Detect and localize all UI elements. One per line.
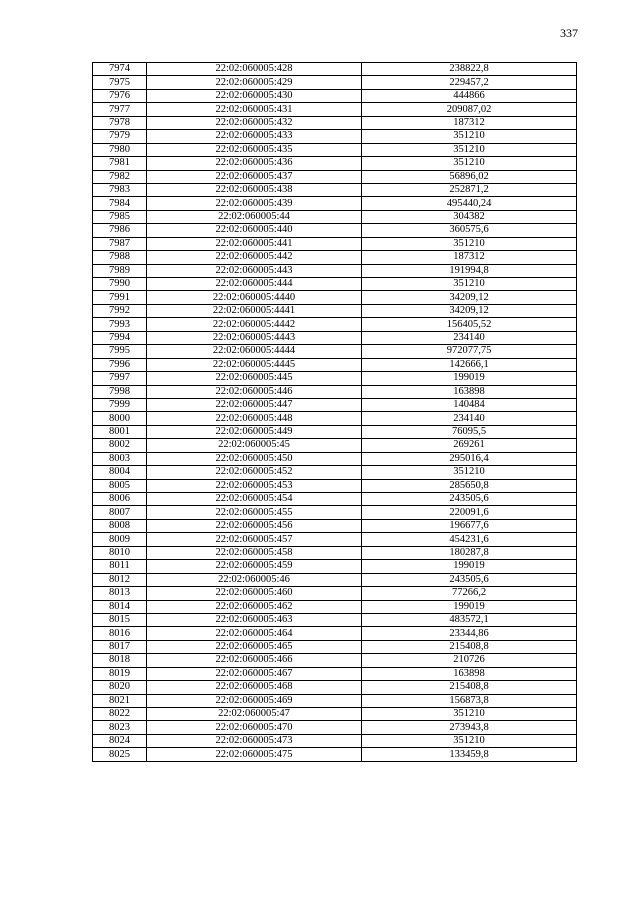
value-cell: 351210: [362, 734, 577, 747]
table-row: [93, 358, 577, 371]
row-number-cell: 7984: [93, 197, 147, 210]
cadastral-number-cell: 22:02:060005:462: [147, 600, 362, 613]
table-row: [93, 398, 577, 411]
value-cell: 199019: [362, 372, 577, 385]
table-row: [93, 130, 577, 143]
cadastral-number-cell: 22:02:060005:453: [147, 479, 362, 492]
table-row: [93, 412, 577, 425]
cadastral-number-cell: 22:02:060005:449: [147, 425, 362, 438]
row-number-cell: 7981: [93, 157, 147, 170]
cadastral-number-cell: 22:02:060005:45: [147, 439, 362, 452]
table-row: [93, 103, 577, 116]
cadastral-number-cell: 22:02:060005:466: [147, 654, 362, 667]
value-cell: 156405,52: [362, 318, 577, 331]
cadastral-number-cell: 22:02:060005:429: [147, 76, 362, 89]
table-row: [93, 291, 577, 304]
value-cell: 220091,6: [362, 506, 577, 519]
table-row: [93, 587, 577, 600]
table-row: [93, 627, 577, 640]
value-cell: 269261: [362, 439, 577, 452]
row-number-cell: 8019: [93, 667, 147, 680]
value-cell: 142666,1: [362, 358, 577, 371]
cadastral-number-cell: 22:02:060005:437: [147, 170, 362, 183]
cadastral-number-cell: 22:02:060005:4440: [147, 291, 362, 304]
table-row: [93, 264, 577, 277]
cadastral-number-cell: 22:02:060005:455: [147, 506, 362, 519]
row-number-cell: 7996: [93, 358, 147, 371]
table-row: [93, 654, 577, 667]
table-row: [93, 560, 577, 573]
table-row: [93, 694, 577, 707]
table-row: [93, 143, 577, 156]
value-cell: 360575,6: [362, 224, 577, 237]
table-row: [93, 170, 577, 183]
value-cell: 56896,02: [362, 170, 577, 183]
row-number-cell: 8014: [93, 600, 147, 613]
cadastral-number-cell: 22:02:060005:431: [147, 103, 362, 116]
value-cell: 23344,86: [362, 627, 577, 640]
value-cell: 304382: [362, 210, 577, 223]
row-number-cell: 7994: [93, 331, 147, 344]
cadastral-number-cell: 22:02:060005:447: [147, 398, 362, 411]
cadastral-number-cell: 22:02:060005:452: [147, 466, 362, 479]
row-number-cell: 7976: [93, 89, 147, 102]
cadastral-number-cell: 22:02:060005:444: [147, 278, 362, 291]
table-row: [93, 533, 577, 546]
cadastral-number-cell: 22:02:060005:46: [147, 573, 362, 586]
value-cell: 238822,8: [362, 63, 577, 76]
cadastral-number-cell: 22:02:060005:441: [147, 237, 362, 250]
value-cell: 273943,8: [362, 721, 577, 734]
value-cell: 351210: [362, 130, 577, 143]
row-number-cell: 8008: [93, 519, 147, 532]
value-cell: 234140: [362, 412, 577, 425]
table-row: [93, 519, 577, 532]
table-row: [93, 613, 577, 626]
row-number-cell: 7998: [93, 385, 147, 398]
table-row: [93, 116, 577, 129]
value-cell: 252871,2: [362, 183, 577, 196]
value-cell: 351210: [362, 708, 577, 721]
table-row: [93, 466, 577, 479]
value-cell: 483572,1: [362, 613, 577, 626]
value-cell: 199019: [362, 560, 577, 573]
row-number-cell: 7977: [93, 103, 147, 116]
cadastral-number-cell: 22:02:060005:467: [147, 667, 362, 680]
value-cell: 133459,8: [362, 748, 577, 761]
table-row: [93, 237, 577, 250]
cadastral-number-cell: 22:02:060005:44: [147, 210, 362, 223]
value-cell: 187312: [362, 116, 577, 129]
row-number-cell: 7992: [93, 304, 147, 317]
cadastral-number-cell: 22:02:060005:460: [147, 587, 362, 600]
cadastral-number-cell: 22:02:060005:456: [147, 519, 362, 532]
value-cell: 76095,5: [362, 425, 577, 438]
row-number-cell: 8024: [93, 734, 147, 747]
table-row: [93, 251, 577, 264]
cadastral-number-cell: 22:02:060005:458: [147, 546, 362, 559]
row-number-cell: 7982: [93, 170, 147, 183]
row-number-cell: 8011: [93, 560, 147, 573]
table-row: [93, 157, 577, 170]
value-cell: 444866: [362, 89, 577, 102]
cadastral-number-cell: 22:02:060005:47: [147, 708, 362, 721]
row-number-cell: 8017: [93, 640, 147, 653]
value-cell: 180287,8: [362, 546, 577, 559]
row-number-cell: 8004: [93, 466, 147, 479]
row-number-cell: 7979: [93, 130, 147, 143]
row-number-cell: 7990: [93, 278, 147, 291]
value-cell: 229457,2: [362, 76, 577, 89]
row-number-cell: 7989: [93, 264, 147, 277]
value-cell: 34209,12: [362, 291, 577, 304]
cadastral-number-cell: 22:02:060005:448: [147, 412, 362, 425]
cadastral-number-cell: 22:02:060005:457: [147, 533, 362, 546]
row-number-cell: 8013: [93, 587, 147, 600]
table-row: [93, 479, 577, 492]
value-cell: 140484: [362, 398, 577, 411]
table-row: [93, 681, 577, 694]
value-cell: 215408,8: [362, 681, 577, 694]
value-cell: 351210: [362, 237, 577, 250]
row-number-cell: 8009: [93, 533, 147, 546]
row-number-cell: 7995: [93, 345, 147, 358]
table-row: [93, 734, 577, 747]
value-cell: 77266,2: [362, 587, 577, 600]
row-number-cell: 7997: [93, 372, 147, 385]
value-cell: 454231,6: [362, 533, 577, 546]
value-cell: 209087,02: [362, 103, 577, 116]
row-number-cell: 8022: [93, 708, 147, 721]
cadastral-number-cell: 22:02:060005:459: [147, 560, 362, 573]
cadastral-number-cell: 22:02:060005:4443: [147, 331, 362, 344]
cadastral-number-cell: 22:02:060005:4444: [147, 345, 362, 358]
table-row: [93, 372, 577, 385]
table-row: [93, 452, 577, 465]
table-row: [93, 89, 577, 102]
cadastral-number-cell: 22:02:060005:445: [147, 372, 362, 385]
table-row: [93, 385, 577, 398]
row-number-cell: 7985: [93, 210, 147, 223]
table-row: [93, 210, 577, 223]
row-number-cell: 7975: [93, 76, 147, 89]
value-cell: 243505,6: [362, 573, 577, 586]
cadastral-number-cell: 22:02:060005:4445: [147, 358, 362, 371]
cadastral-number-cell: 22:02:060005:450: [147, 452, 362, 465]
table-row: [93, 600, 577, 613]
cadastral-number-cell: 22:02:060005:464: [147, 627, 362, 640]
row-number-cell: 7986: [93, 224, 147, 237]
table-row: [93, 667, 577, 680]
row-number-cell: 8021: [93, 694, 147, 707]
value-cell: 163898: [362, 385, 577, 398]
row-number-cell: 7999: [93, 398, 147, 411]
cadastral-number-cell: 22:02:060005:433: [147, 130, 362, 143]
value-cell: 199019: [362, 600, 577, 613]
page-number: 337: [560, 26, 578, 40]
table-row: [93, 197, 577, 210]
cadastral-number-cell: 22:02:060005:428: [147, 63, 362, 76]
value-cell: 243505,6: [362, 493, 577, 506]
table-row: [93, 224, 577, 237]
value-cell: 215408,8: [362, 640, 577, 653]
row-number-cell: 8018: [93, 654, 147, 667]
cadastral-number-cell: 22:02:060005:463: [147, 613, 362, 626]
value-cell: 163898: [362, 667, 577, 680]
row-number-cell: 8010: [93, 546, 147, 559]
value-cell: 295016,4: [362, 452, 577, 465]
table-row: [93, 318, 577, 331]
table-row: [93, 721, 577, 734]
row-number-cell: 8002: [93, 439, 147, 452]
value-cell: 351210: [362, 278, 577, 291]
table-row: [93, 183, 577, 196]
table-row: [93, 708, 577, 721]
table-row: [93, 573, 577, 586]
cadastral-number-cell: 22:02:060005:435: [147, 143, 362, 156]
cadastral-number-cell: 22:02:060005:436: [147, 157, 362, 170]
row-number-cell: 7983: [93, 183, 147, 196]
table-row: [93, 546, 577, 559]
row-number-cell: 8003: [93, 452, 147, 465]
cadastral-number-cell: 22:02:060005:440: [147, 224, 362, 237]
table-row: [93, 748, 577, 761]
cadastral-number-cell: 22:02:060005:4442: [147, 318, 362, 331]
row-number-cell: 8015: [93, 613, 147, 626]
table-row: [93, 439, 577, 452]
cadastral-value-table: [92, 62, 577, 762]
cadastral-number-cell: 22:02:060005:470: [147, 721, 362, 734]
table-row: [93, 425, 577, 438]
cadastral-number-cell: 22:02:060005:4441: [147, 304, 362, 317]
cadastral-number-cell: 22:02:060005:465: [147, 640, 362, 653]
row-number-cell: 7974: [93, 63, 147, 76]
value-cell: 187312: [362, 251, 577, 264]
value-cell: 210726: [362, 654, 577, 667]
cadastral-number-cell: 22:02:060005:454: [147, 493, 362, 506]
table-row: [93, 76, 577, 89]
row-number-cell: 8020: [93, 681, 147, 694]
row-number-cell: 8006: [93, 493, 147, 506]
row-number-cell: 7988: [93, 251, 147, 264]
value-cell: 351210: [362, 157, 577, 170]
value-cell: 495440,24: [362, 197, 577, 210]
row-number-cell: 8012: [93, 573, 147, 586]
value-cell: 972077,75: [362, 345, 577, 358]
row-number-cell: 8000: [93, 412, 147, 425]
table-body: [93, 63, 577, 762]
value-cell: 285650,8: [362, 479, 577, 492]
table-row: [93, 345, 577, 358]
cadastral-number-cell: 22:02:060005:443: [147, 264, 362, 277]
value-cell: 191994,8: [362, 264, 577, 277]
cadastral-number-cell: 22:02:060005:468: [147, 681, 362, 694]
cadastral-number-cell: 22:02:060005:469: [147, 694, 362, 707]
cadastral-number-cell: 22:02:060005:473: [147, 734, 362, 747]
table-row: [93, 304, 577, 317]
row-number-cell: 7980: [93, 143, 147, 156]
table-row: [93, 331, 577, 344]
table-row: [93, 63, 577, 76]
cadastral-number-cell: 22:02:060005:475: [147, 748, 362, 761]
cadastral-number-cell: 22:02:060005:442: [147, 251, 362, 264]
value-cell: 351210: [362, 466, 577, 479]
value-cell: 196677,6: [362, 519, 577, 532]
cadastral-number-cell: 22:02:060005:439: [147, 197, 362, 210]
row-number-cell: 7993: [93, 318, 147, 331]
row-number-cell: 8025: [93, 748, 147, 761]
value-cell: 156873,8: [362, 694, 577, 707]
row-number-cell: 7978: [93, 116, 147, 129]
table-row: [93, 640, 577, 653]
value-cell: 234140: [362, 331, 577, 344]
value-cell: 351210: [362, 143, 577, 156]
row-number-cell: 8005: [93, 479, 147, 492]
cadastral-number-cell: 22:02:060005:438: [147, 183, 362, 196]
row-number-cell: 8023: [93, 721, 147, 734]
row-number-cell: 8016: [93, 627, 147, 640]
row-number-cell: 7991: [93, 291, 147, 304]
cadastral-number-cell: 22:02:060005:430: [147, 89, 362, 102]
cadastral-number-cell: 22:02:060005:446: [147, 385, 362, 398]
row-number-cell: 8001: [93, 425, 147, 438]
value-cell: 34209,12: [362, 304, 577, 317]
table-row: [93, 493, 577, 506]
table-row: [93, 506, 577, 519]
table-row: [93, 278, 577, 291]
row-number-cell: 7987: [93, 237, 147, 250]
cadastral-number-cell: 22:02:060005:432: [147, 116, 362, 129]
row-number-cell: 8007: [93, 506, 147, 519]
